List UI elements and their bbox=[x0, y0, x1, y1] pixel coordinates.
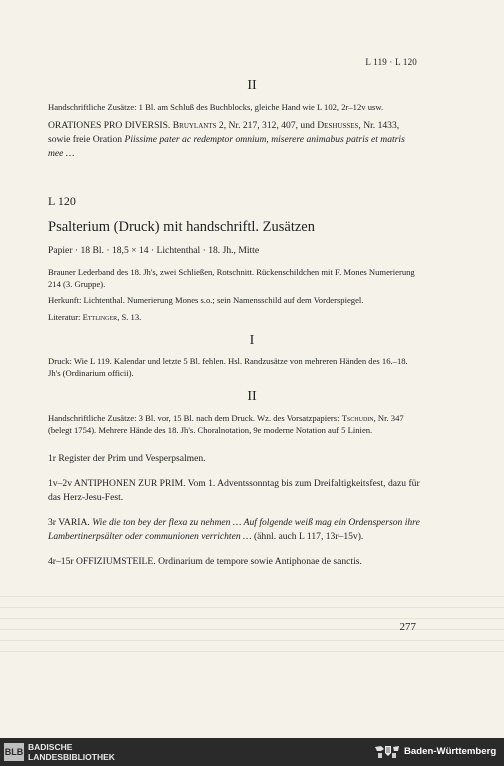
list-item: 1r Register der Prim und Vesperpsalmen. bbox=[48, 453, 206, 464]
part-one-description: Druck: Wie L 119. Kalendar und letzte 5 Bl. fehlen. Hsl. Randzusätze von mehreren Händen des 16.–18. Jh's (Ordinarium officii). bbox=[48, 356, 408, 379]
literature-note: Literatur: Ettlinger, S. 13. bbox=[48, 312, 142, 322]
section-numeral-ii-top: II bbox=[247, 78, 257, 93]
entry-signature: L 120 bbox=[48, 194, 76, 208]
binding-description: Brauner Lederband des 18. Jh's, zwei Schließen, Rotschnitt. Rückenschildchen mit F. Mones Numerierung 214 (3. Gruppe). bbox=[48, 267, 415, 290]
physical-description: Papier · 18 Bl. · 18,5 × 14 · Lichtenthal · 18. Jh., Mitte bbox=[48, 245, 260, 256]
handwritten-additions-note: Handschriftliche Zusätze: 1 Bl. am Schluß des Buchblocks, gleiche Hand wie L 102, 2r–12v usw. bbox=[48, 102, 384, 112]
page-number: 277 bbox=[399, 621, 416, 633]
orationes-paragraph: ORATIONES PRO DIVERSIS. Bruylants 2, Nr. 217, 312, 407, und Deshusses, Nr. 1433, sowie freie Oration Piissime pater ac redemptor omnium, miserere animabus patris et matris mee … bbox=[48, 120, 405, 159]
list-item: 1v–2v ANTIPHONEN ZUR PRIM. Vom 1. Adventssonntag bis zum Dreifaltigkeitsfest, dazu für das Herz-Jesu-Fest. bbox=[48, 478, 420, 503]
entry-title: Psalterium (Druck) mit handschriftl. Zusätzen bbox=[48, 219, 315, 235]
library-name: BADISCHE LANDESBIBLIOTHEK bbox=[28, 742, 115, 762]
list-item: 3r VARIA. Wie die ton bey der flexa zu nehmen … Auf folgende weiß mag ein Ordensperson ihre Lambertinerpsälter oder communionen verrichten … (ähnl. auch L 117, 13r–15v). bbox=[48, 517, 420, 542]
running-head: L 119 · L 120 bbox=[365, 57, 417, 67]
section-numeral-i: I bbox=[249, 333, 255, 348]
state-name: Baden-Württemberg bbox=[404, 746, 497, 757]
footer-bar bbox=[0, 738, 504, 766]
blb-logo-icon: BLB bbox=[4, 743, 24, 761]
provenance-note: Herkunft: Lichtenthal. Numerierung Mones s.o.; sein Namensschild auf dem Vorderspiegel. bbox=[48, 295, 364, 305]
list-item: 4r–15r OFFIZIUMSTEILE. Ordinarium de tempore sowie Antiphonae de sanctis. bbox=[48, 556, 362, 567]
show-through-text bbox=[0, 596, 504, 656]
part-two-description: Handschriftliche Zusätze: 3 Bl. vor, 15 Bl. nach dem Druck. Wz. des Vorsatzpapiers: Tschudin, Nr. 347 (belegt 1754). Mehrere Hände des 18. Jh's. Choralnotation, 9e moderne Notation auf 5 Linien. bbox=[48, 413, 404, 436]
section-numeral-ii: II bbox=[247, 389, 257, 404]
coat-of-arms-icon bbox=[374, 744, 400, 760]
